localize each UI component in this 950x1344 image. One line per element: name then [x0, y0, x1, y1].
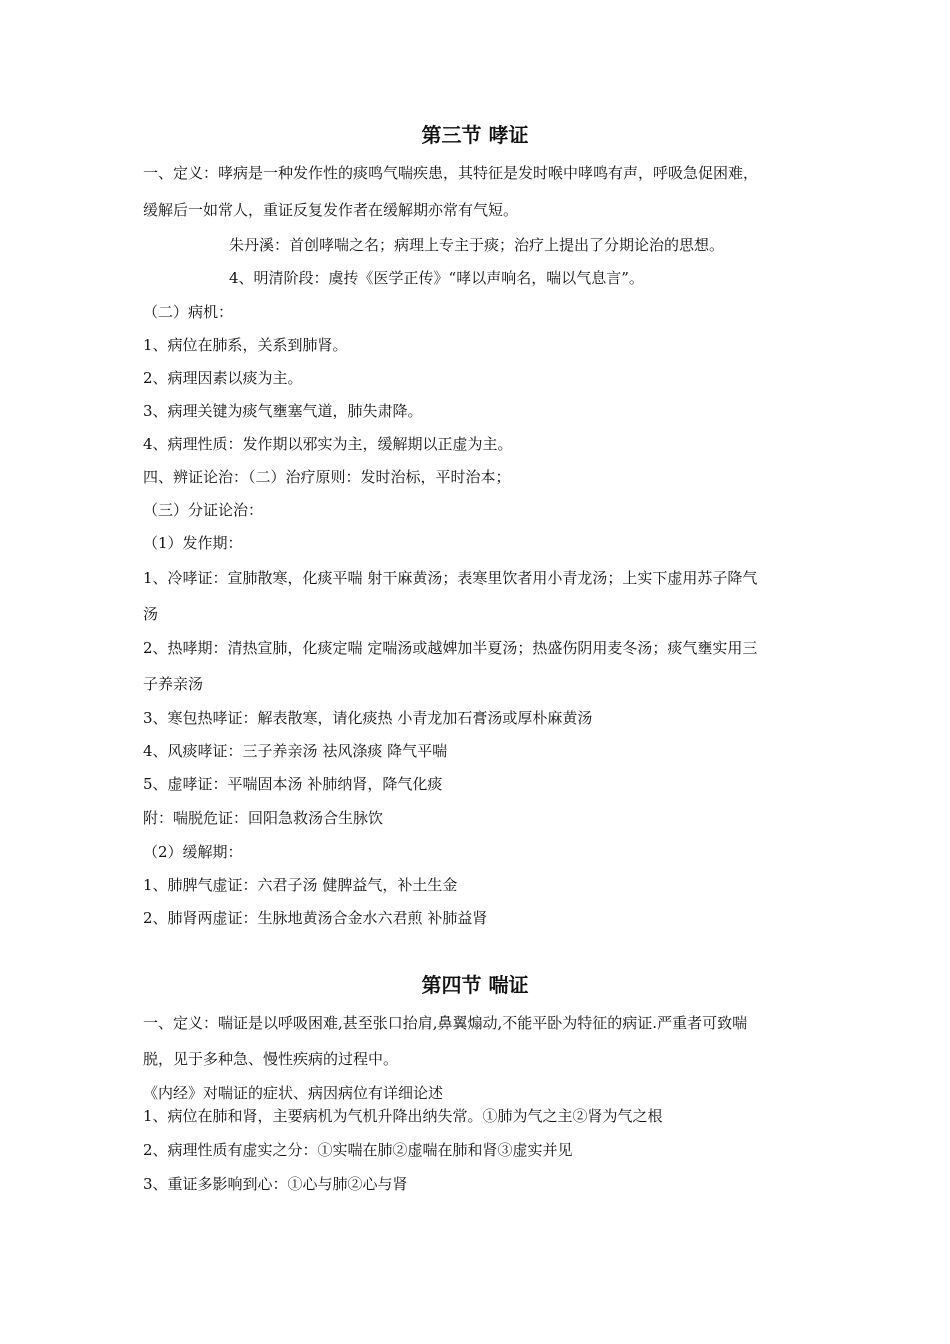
s3-appendix: 附：喘脱危证：回阳急救汤合生脉饮 [143, 809, 384, 827]
s3-zhudanxi: 朱丹溪：首创哮喘之名；病理上专主于痰；治疗上提出了分期论治的思想。 [229, 236, 725, 254]
s4-definition-line2: 脱，见于多种急、慢性疾病的过程中。 [143, 1050, 399, 1068]
s3-pathogenesis-heading: （二）病机： [143, 303, 234, 321]
s3-pathogenesis-1: 1、病位在肺系，关系到肺肾。 [143, 336, 348, 354]
s4-point-2: 2、病理性质有虚实之分：①实喘在肺②虚喘在肺和肾③虚实并见 [143, 1141, 573, 1159]
section4-title: 第四节 喘证 [421, 973, 529, 997]
s4-neijing: 《内经》对喘证的症状、病因病位有详细论述 [143, 1084, 444, 1102]
s4-definition-line1: 一、定义：喘证是以呼吸困难,甚至张口抬肩,鼻翼煽动,不能平卧为特征的病证.严重者可致喘 [143, 1014, 748, 1032]
s3-definition-line1: 一、定义：哮病是一种发作性的痰鸣气喘疾患，其特征是发时喉中哮鸣有声，呼吸急促困难， [143, 164, 759, 182]
s3-attack-stage: （1）发作期： [143, 534, 243, 552]
s3-attack-2-line2: 子养亲汤 [143, 675, 204, 693]
s3-treatment-principle: 四、辨证论治：（二）治疗原则：发时治标，平时治本； [143, 468, 511, 486]
s3-attack-1-line2: 汤 [143, 605, 159, 623]
s3-remission-2: 2、肺肾两虚证：生脉地黄汤合金水六君煎 补肺益肾 [143, 909, 488, 927]
s3-pathogenesis-3: 3、病理关键为痰气壅塞气道，肺失肃降。 [143, 402, 423, 420]
section3-title: 第三节 哮证 [421, 123, 529, 147]
s3-attack-3: 3、寒包热哮证：解表散寒，请化痰热 小青龙加石膏汤或厚朴麻黄汤 [143, 709, 593, 727]
s3-attack-1-line1: 1、冷哮证：宣肺散寒，化痰平喘 射干麻黄汤；表寒里饮者用小青龙汤；上实下虚用苏子降气 [143, 569, 758, 587]
s3-remission-1: 1、肺脾气虚证：六君子汤 健脾益气，补土生金 [143, 876, 458, 894]
s4-point-3: 3、重证多影响到心：①心与肺②心与肾 [143, 1175, 408, 1193]
s3-attack-2-line1: 2、热哮期：清热宣肺，化痰定喘 定喘汤或越婢加半夏汤；热盛伤阴用麦冬汤；痰气壅实用三 [143, 639, 758, 657]
s3-attack-5: 5、虚哮证：平喘固本汤 补肺纳肾，降气化痰 [143, 775, 443, 793]
s3-syndrome-heading: （三）分证论治： [143, 501, 264, 519]
s3-remission-stage: （2）缓解期： [143, 843, 243, 861]
s4-point-1: 1、病位在肺和肾，主要病机为气机升降出纳失常。①肺为气之主②肾为气之根 [143, 1107, 663, 1125]
s3-attack-4: 4、风痰哮证：三子养亲汤 祛风涤痰 降气平喘 [143, 742, 448, 760]
s3-mingqing: 4、明清阶段：虞抟《医学正传》“哮以声响名，喘以气息言”。 [229, 269, 644, 287]
s3-definition-line2: 缓解后一如常人，重证反复发作者在缓解期亦常有气短。 [143, 201, 519, 219]
s3-pathogenesis-4: 4、病理性质：发作期以邪实为主，缓解期以正虚为主。 [143, 435, 513, 453]
s3-pathogenesis-2: 2、病理因素以痰为主。 [143, 369, 303, 387]
